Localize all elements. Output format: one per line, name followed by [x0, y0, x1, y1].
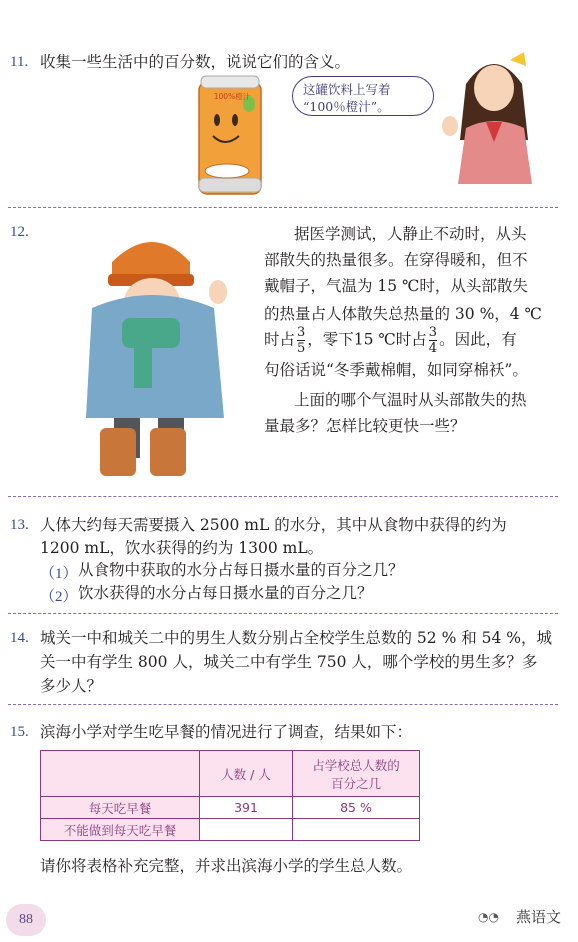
p12-line-5c: 。因此，有	[439, 330, 517, 349]
p12-line-2: 部散失的热量很多。在穿得暖和，但不	[264, 251, 528, 269]
wechat-icon: ◔◔	[478, 910, 499, 924]
p15-after-text: 请你将表格补充完整，并求出滨海小学的学生总人数。	[40, 857, 413, 875]
table-cell	[200, 819, 293, 841]
p13-line-2: 1200 mL，饮水获得的约为 1300 mL。	[40, 539, 324, 557]
table-cell: 不能做到每天吃早餐	[41, 819, 200, 841]
problem-13-number: 13.	[10, 517, 29, 533]
p14-line-3: 多少人？	[40, 677, 103, 695]
can-label: 100%橙汁	[213, 92, 251, 101]
problem-11-text: 收集一些生活中的百分数，说说它们的含义。	[40, 53, 351, 71]
table-row	[41, 819, 420, 841]
divider	[8, 207, 558, 208]
table-header-percent: 占学校总人数的 百分之几	[293, 751, 420, 797]
p14-line-1: 城关一中和城关二中的男生人数分别占全校学生总数的 52 % 和 54 %，城	[40, 629, 553, 647]
breakfast-table	[40, 750, 420, 841]
problem-14-number: 14.	[10, 630, 29, 646]
table-header-empty	[41, 751, 200, 797]
table-cell: 391	[200, 797, 293, 819]
table-cell: 每天吃早餐	[41, 797, 200, 819]
p13-sub-2: 饮水获得的水分占每日摄水量的百分之几？	[78, 584, 373, 602]
p12-line-5b: ，零下15 ℃时占	[307, 330, 427, 349]
p12-line-1: 据医学测试，人静止不动时，从头	[294, 225, 527, 243]
p12-line-8: 量最多？怎样比较更快一些？	[264, 417, 466, 435]
divider	[8, 613, 558, 614]
p12-line-6: 句俗话说“冬季戴棉帽，如同穿棉袄”。	[264, 361, 528, 379]
p13-sub-1: 从食物中获取的水分占每日摄水量的百分之几？	[78, 561, 404, 579]
p13-sub-2-number: （2）	[40, 589, 78, 605]
bubble-line-2: “100％橙汁”。	[303, 99, 390, 114]
fraction-3-4: $\frac{3}{4}$	[428, 325, 438, 356]
p14-line-2: 关一中有学生 800 人，城关二中有学生 750 人，哪个学校的男生多？多	[40, 653, 538, 671]
speech-bubble	[292, 76, 434, 116]
p12-line-3: 戴帽子，气温为 15 ℃时，从头部散失	[264, 277, 528, 295]
bubble-line-1: 这罐饮料上写着	[303, 82, 391, 97]
divider	[8, 704, 558, 705]
p12-line-4: 的热量占人体散失总热量的 30 %，4 ℃	[264, 305, 542, 323]
table-row	[41, 797, 420, 819]
problem-12-number: 12.	[10, 224, 29, 240]
p12-line-7: 上面的哪个气温时从头部散失的热	[294, 391, 527, 409]
p15-text: 滨海小学对学生吃早餐的情况进行了调查，结果如下：	[40, 723, 413, 741]
divider	[8, 496, 558, 497]
boy-illustration	[78, 222, 238, 480]
watermark: 燕语文	[516, 908, 562, 926]
p13-sub-1-number: （1）	[40, 566, 78, 582]
problem-15-number: 15.	[10, 724, 29, 740]
p13-line-1: 人体大约每天需要摄入 2500 mL 的水分，其中从食物中获得的约为	[40, 516, 507, 534]
p12-line-5a: 时占	[264, 330, 296, 349]
table-header-count: 人数 / 人	[200, 751, 293, 797]
girl-illustration	[436, 44, 552, 188]
problem-11-number: 11.	[10, 54, 29, 70]
table-cell: 85 %	[293, 797, 420, 819]
page-number: 88	[6, 904, 46, 936]
p12-line-5	[264, 326, 517, 355]
fraction-3-5: $\frac{3}{5}$	[297, 325, 306, 356]
table-cell	[293, 819, 420, 841]
